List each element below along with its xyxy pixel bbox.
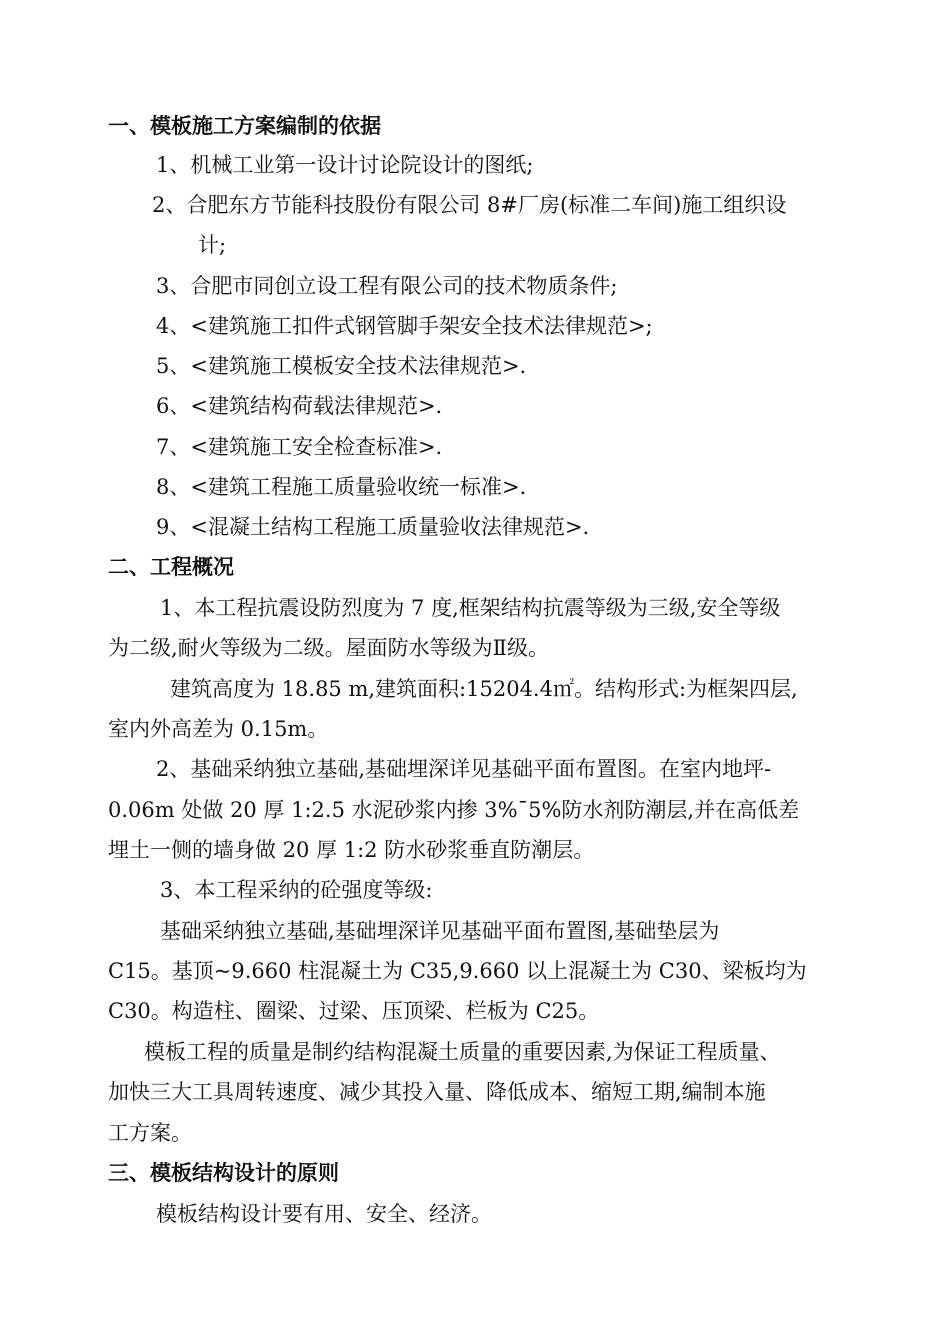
section2-line: 0.06m 处做 20 厚 1:2.5 水泥砂浆内掺 3%¯5%防水剂防潮层,并在高低差 [108,798,800,822]
section2-line: C15。基顶~9.660 柱混凝土为 C35,9.660 以上混凝土为 C30、梁板均为 [108,959,807,983]
section2-line: 基础采纳独立基础,基础埋深详见基础平面布置图,基础垫层为 [160,919,720,943]
section1-item-9: 9、<混凝土结构工程施工质量验收法律规范>. [156,515,590,539]
section2-line: 2、基础采纳独立基础,基础埋深详见基础平面布置图。在室内地坪- [156,757,772,781]
section1-item-7: 7、<建筑施工安全检查标准>. [156,435,443,459]
section1-item-1: 1、机械工业第一设计讨论院设计的图纸; [156,153,534,177]
section2-line: 3、本工程采纳的砼强度等级: [160,878,433,902]
section2-line: 埋土一侧的墙身做 20 厚 1:2 防水砂浆垂直防潮层。 [108,838,595,862]
section1-item-8: 8、<建筑工程施工质量验收统一标准>. [156,475,527,499]
section1-item-2: 2、合肥东方节能科技股份有限公司 8#厂房(标准二车间)施工组织设 [152,193,787,217]
section2-line: 1、本工程抗震设防烈度为 7 度,框架结构抗震等级为三级,安全等级 [160,596,781,620]
section2-line: 建筑高度为 18.85 m,建筑面积:15204.4㎡。结构形式:为框架四层, [170,677,798,701]
section1-item-3: 3、合肥市同创立设工程有限公司的技术物质条件; [156,274,618,298]
section2-line: 模板工程的质量是制约结构混凝土质量的重要因素,为保证工程质量、 [144,1040,781,1064]
section1-item-4: 4、<建筑施工扣件式钢管脚手架安全技术法律规范>; [156,314,653,338]
section3-heading: 三、模板结构设计的原则 [108,1161,339,1185]
section3-line: 模板结构设计要有用、安全、经济。 [156,1202,492,1226]
section1-item-5: 5、<建筑施工模板安全技术法律规范>. [156,354,527,378]
section2-line: 工方案。 [108,1121,192,1145]
section1-heading: 一、模板施工方案编制的依据 [108,114,381,138]
section2-line: 为二级,耐火等级为二级。屋面防水等级为Ⅱ级。 [108,636,549,660]
section2-line: 室内外高差为 0.15m。 [108,717,329,741]
section2-heading: 二、工程概况 [108,555,234,579]
section2-line: 加快三大工具周转速度、减少其投入量、降低成本、缩短工期,编制本施 [108,1080,766,1104]
section1-item-2-cont: 计; [198,233,227,257]
section2-line: C30。构造柱、圈梁、过梁、压顶梁、栏板为 C25。 [108,999,600,1023]
section1-item-6: 6、<建筑结构荷载法律规范>. [156,394,443,418]
